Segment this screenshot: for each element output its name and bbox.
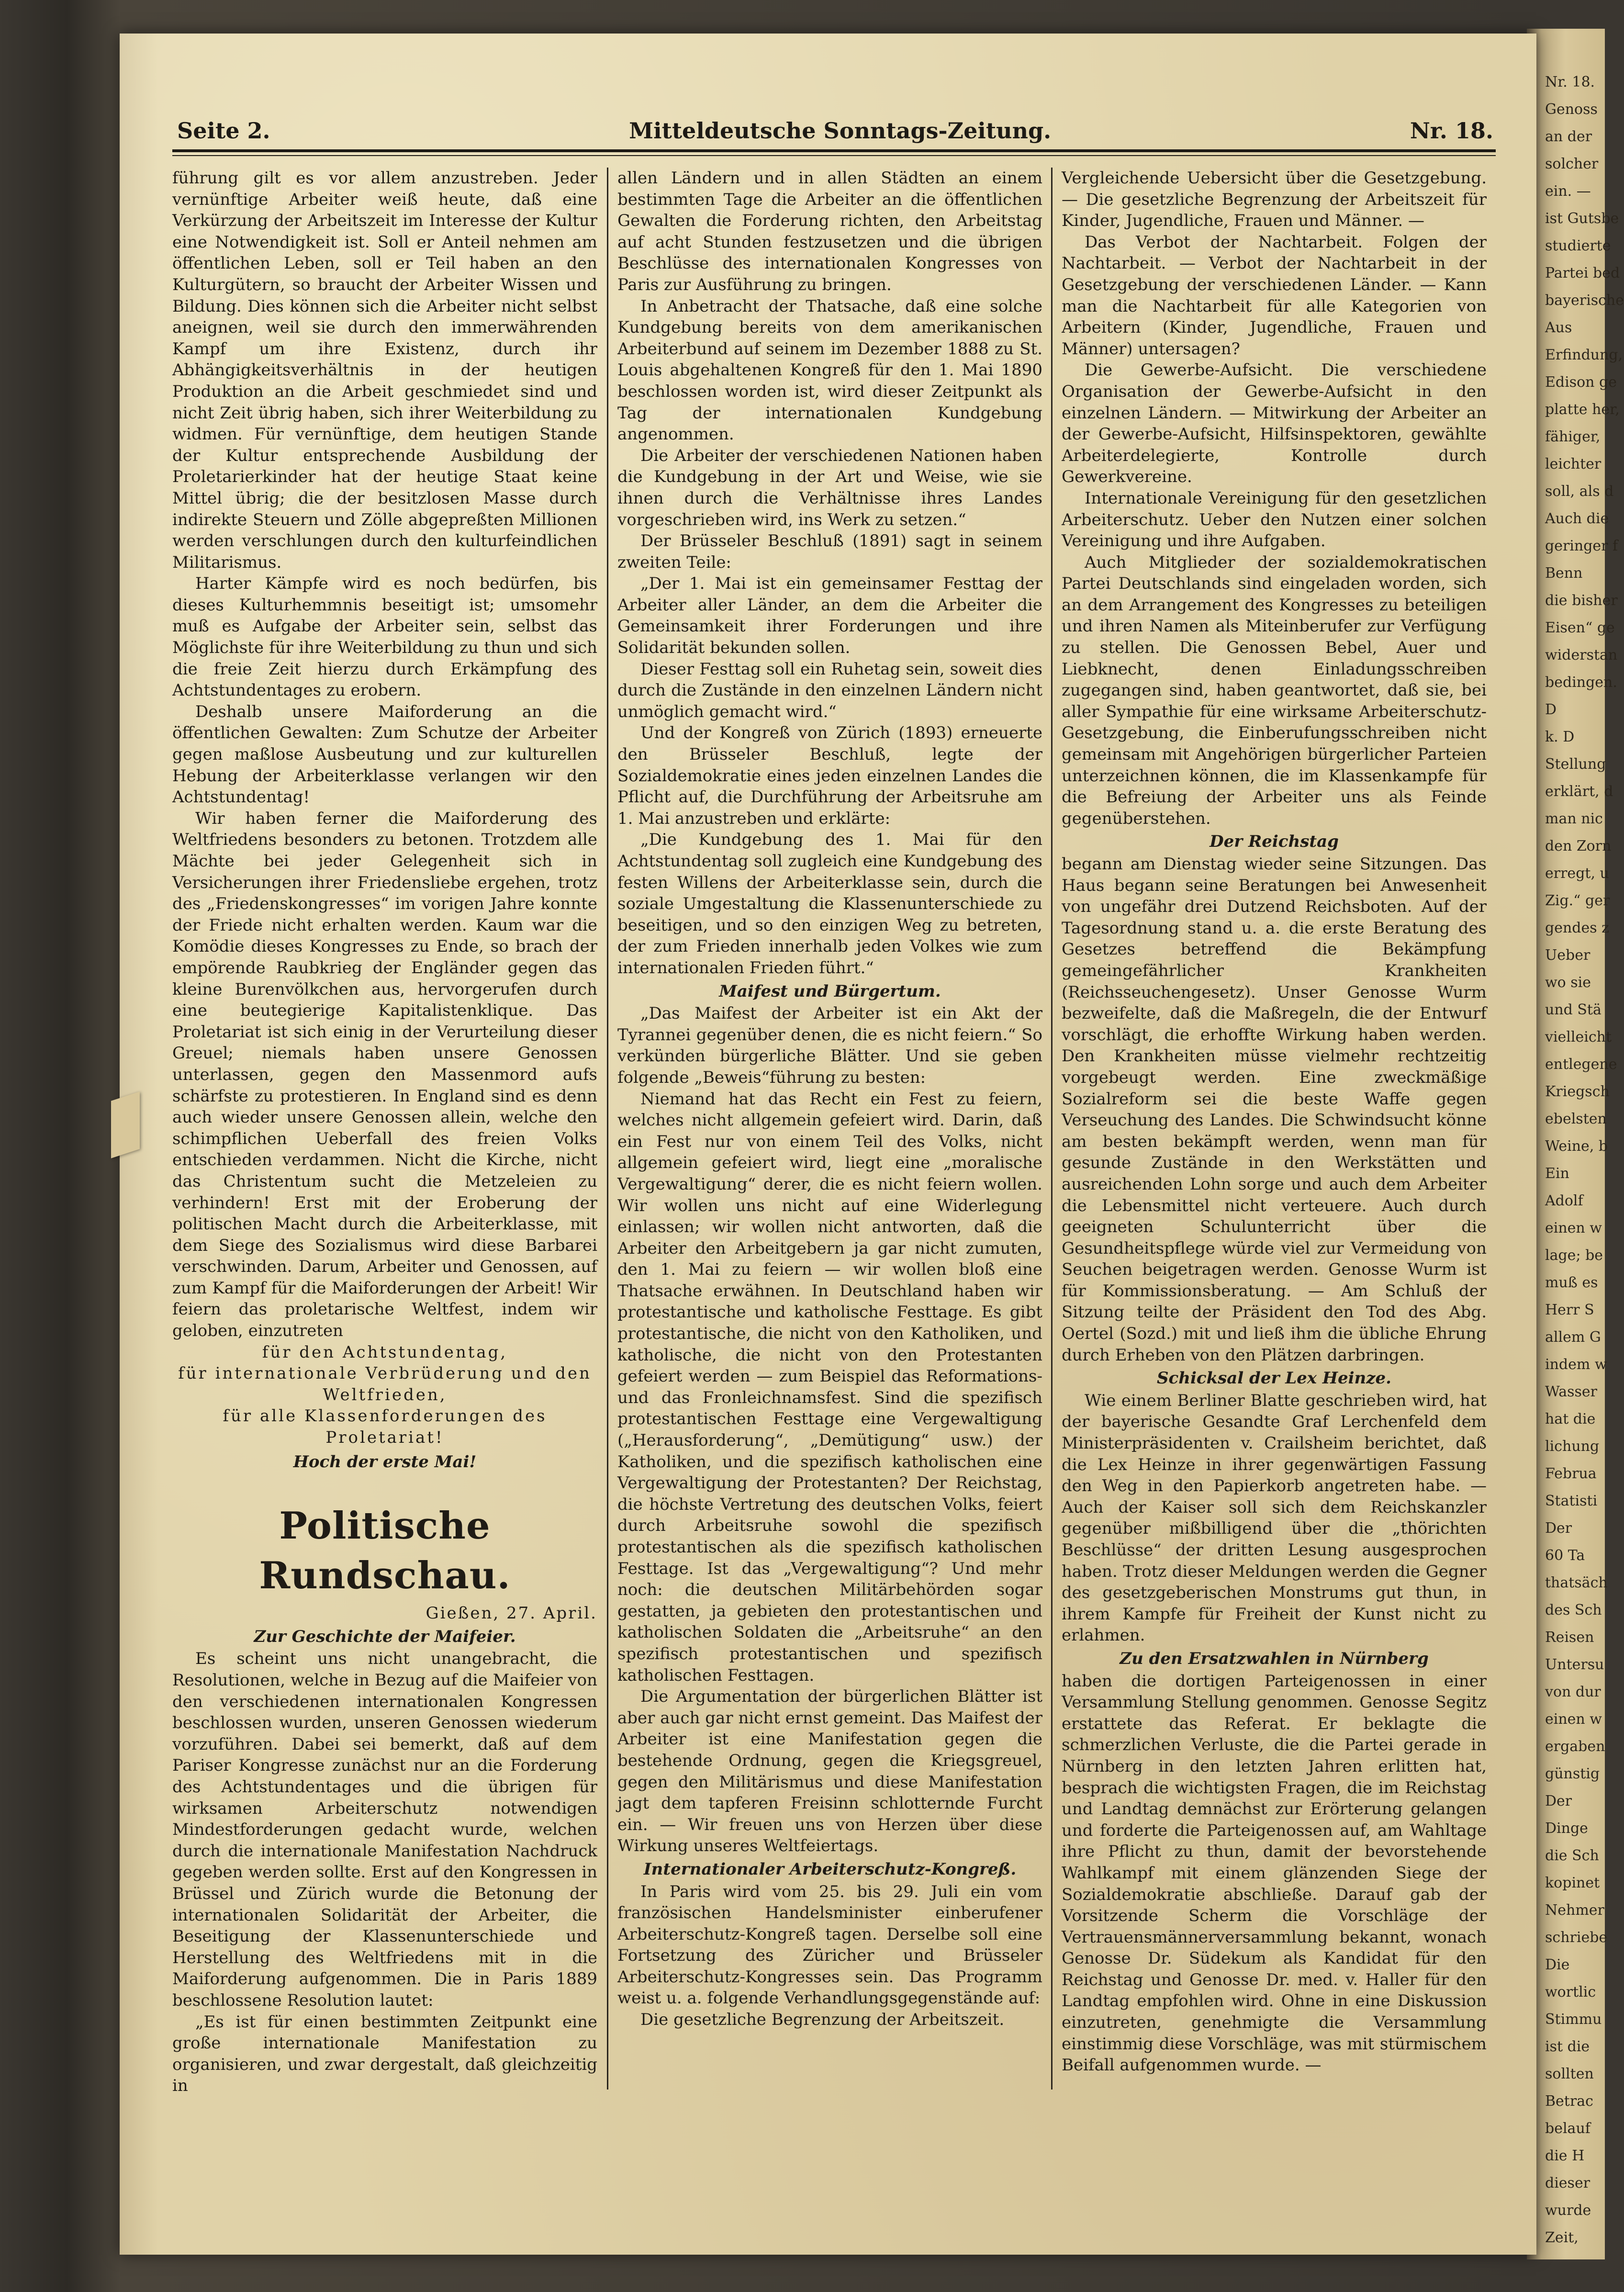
- adjacent-page-fragment: fähiger,: [1545, 428, 1601, 445]
- adjacent-page-fragment: soll, als d: [1545, 483, 1614, 500]
- adjacent-page-fragment: gendes z: [1545, 920, 1609, 936]
- adjacent-page-fragment: 60 Ta: [1545, 1547, 1585, 1564]
- section-title: Politische Rundschau.: [259, 1504, 511, 1598]
- torn-paper-tab: [111, 1091, 140, 1158]
- adjacent-page-fragment: Stellung: [1545, 756, 1606, 773]
- paragraph: Wir haben ferner die Maiforderung des Weltfriedens besonders zu betonen. Trotzdem alle Mächte bei jeder Gelegenheit sich in Versicherungen ihrer Friedensliebe ergehen, trotz des „Friedenskongresses“ im vorigen Jahre konnte der Friede nicht erhalten werden. Kaum war die Komödie dieses Kongresses zu Ende, so brach der empörende Raubkrieg der Engländer gegen das kleine Burenvölkchen aus, hervorgerufen durch eine beutegierige Kapitalistenklique. Das Proletariat ist sich einig in der Verurteilung dieser Greuel; niemals haben unsere Genossen unterlassen, gegen den Massenmord aufs schärfste zu protestieren. In England sind es denn auch wieder unsere Genossen allein, welche den schimpflichen Ueberfall des freien Volks entschieden verdammen. Nicht die Kirche, nicht das Christentum sucht die Metzeleien zu verhindern! Erst mit der Eroberung der politischen Macht durch die Arbeiterklasse, mit dem Siege des Sozialismus wird diese Barbarei verschwinden. Darum, Arbeiter und Genossen, auf zum Kampf für die Maiforderungen der Arbeit! Wir feiern das proletarische Weltfest, indem wir geloben, einzutreten: [172, 809, 597, 1341]
- adjacent-page-fragment: dieser: [1545, 2175, 1590, 2191]
- adjacent-page-fragment: hat die: [1545, 1411, 1596, 1427]
- adjacent-page-fragment: schriebe: [1545, 1929, 1608, 1946]
- adjacent-page-fragment: wurde: [1545, 2202, 1591, 2219]
- paragraph: Vergleichende Uebersicht über die Gesetzgebung. — Die gesetzliche Begrenzung der Arbeitszeit für Kinder, Jugendliche, Frauen und Männer. —: [1062, 169, 1487, 231]
- article-heading: Schicksal der Lex Heinze.: [1156, 1369, 1392, 1388]
- adjacent-page-fragment: Ueber: [1545, 947, 1590, 964]
- adjacent-page-fragment: lage; be: [1545, 1247, 1603, 1264]
- adjacent-page-fragment: Stimmu: [1545, 2011, 1602, 2028]
- adjacent-page-fragment: Ein: [1545, 1165, 1569, 1182]
- paragraph: Die Gewerbe-Aufsicht. Die verschiedene Organisation der Gewerbe-Aufsicht in den einzelnen Ländern. — Mitwirkung der Arbeiter an der Gewerbe-Aufsicht, Hilfsinspektoren, gewählte Arbeiterdelegierte, Kontrolle durch Gewerkvereine.: [1062, 360, 1487, 487]
- article-heading: Zur Geschichte der Maifeier.: [254, 1627, 516, 1646]
- adjacent-page-fragment: Kriegsch: [1545, 1083, 1610, 1100]
- adjacent-page-fragment: Erfindung,: [1545, 347, 1623, 363]
- paragraph: Internationale Vereinigung für den gesetzlichen Arbeiterschutz. Ueber den Nutzen einer solchen Vereinigung und ihre Aufgaben.: [1062, 488, 1487, 551]
- paragraph: „Das Maifest der Arbeiter ist ein Akt der Tyrannei gegenüber denen, die es nicht feiern.“ So verkünden bürgerliche Blätter. Und sie geben folgende „Beweis“führung zu besten:: [617, 1004, 1042, 1087]
- adjacent-page-edge: [1527, 29, 1624, 2259]
- dateline: Gießen, 27. April.: [426, 1604, 597, 1623]
- paragraph: In Paris wird vom 25. bis 29. Juli ein vom französischen Handelsminister einberufener Arbeiterschutz-Kongreß tagen. Derselbe soll eine Fortsetzung des Züricher und Brüsseler Arbeiterschutz-Kongresses sein. Das Programm weist u. a. folgende Verhandlungsgegenstände auf:: [617, 1882, 1042, 2008]
- adjacent-page-fragment: widerstan: [1545, 647, 1618, 663]
- paragraph: Die Argumentation der bürgerlichen Blätter ist aber auch gar nicht ernst gemeint. Das Maifest der Arbeiter ist eine Manifestation gegen die bestehende Ordnung, gegen die Kriegsgreuel, gegen den Militärismus und diese Manifestation jagt dem tapferen Freisinn schlotternde Furcht ein. — Wir freuen uns von Herzen über diese Wirkung unseres Weltfeiertags.: [617, 1687, 1042, 1856]
- demand-item: für internationale Verbrüderung und den Weltfrieden,: [178, 1364, 592, 1404]
- adjacent-page-fragment: erklärt, d: [1545, 783, 1613, 800]
- adjacent-page-fragment: die bisher: [1545, 592, 1618, 609]
- adjacent-page-fragment: Untersu: [1545, 1656, 1604, 1673]
- article-heading: Der Reichstag: [1210, 832, 1339, 852]
- paragraph: Der Brüsseler Beschluß (1891) sagt in seinem zweiten Teile:: [617, 531, 1042, 572]
- adjacent-page-fragment: man nic: [1545, 810, 1603, 827]
- adjacent-page-fragment: Der: [1545, 1793, 1572, 1809]
- column-1: [172, 168, 597, 2096]
- adjacent-page-fragment: leichter: [1545, 456, 1602, 472]
- newspaper-title: Mitteldeutsche Sonntags-Zeitung.: [629, 118, 1052, 144]
- adjacent-page-fragment: geringer f: [1545, 538, 1618, 554]
- adjacent-page-fragment: Eisen“ ge: [1545, 619, 1615, 636]
- paragraph: Auch Mitglieder der sozialdemokratischen Partei Deutschlands sind eingeladen worden, sich an dem Arrangement des Kongresses zu beteiligen und ihren Namen als Miteinberufer zur Verfügung zu stellen. Die Genossen Bebel, Auer und Liebknecht, denen Einladungsschreiben zugegangen sind, haben geantwortet, daß sie, bei aller Sympathie für eine wirksame Arbeiterschutz-Gesetzgebung, die Einberufungsschreiben nicht gemeinsam mit Angehörigen bürgerlicher Parteien unterzeichnen können, die im Klassenkampfe für die Befreiung der Arbeiter uns als Feinde gegenüberstehen.: [1062, 552, 1487, 828]
- column-divider: [1051, 168, 1053, 2090]
- adjacent-page-fragment: Die: [1545, 1956, 1570, 1973]
- adjacent-page-fragment: Nehmer: [1545, 1902, 1604, 1919]
- adjacent-page-fragment: Edison ge: [1545, 374, 1617, 391]
- adjacent-page-fragment: studierte: [1545, 237, 1611, 254]
- paragraph: Die gesetzliche Begrenzung der Arbeitszeit.: [640, 2010, 1005, 2030]
- adjacent-page-fragment: Dinge: [1545, 1820, 1588, 1837]
- paragraph: Wie einem Berliner Blatte geschrieben wird, hat der bayerische Gesandte Graf Lerchenfeld dem Ministerpräsidenten v. Crailsheim berichtet, daß die Lex Heinze in ihrer gegenwärtigen Fassung den Weg in den Papierkorb angetreten habe. — Auch der Kaiser soll sich dem Reichskanzler gegenüber mißbilligend über die „thörichten Beschlüsse“ der dritten Lesung ausgesprochen haben. Trotz dieser Meldungen werden die Gegner des gesetzgeberischen Monstrums gut thun, in ihrem Kampfe für Freiheit der Kunst nicht zu erlahmen.: [1062, 1391, 1487, 1645]
- adjacent-page-fragment: D: [1545, 701, 1557, 718]
- adjacent-page-fragment: ist die: [1545, 2038, 1590, 2055]
- adjacent-page-fragment: entlegene: [1545, 1056, 1617, 1073]
- paragraph: Und der Kongreß von Zürich (1893) erneuerte den Brüsseler Beschluß, legte der Sozialdemokratie eines jeden einzelnen Landes die Pflicht auf, die Durchführung der Arbeitsruhe am 1. Mai anzustreben und erklärte:: [617, 723, 1042, 828]
- demand-item: für alle Klassenforderungen des Proletariat!: [223, 1406, 547, 1448]
- paragraph: Deshalb unsere Maiforderung an die öffentlichen Gewalten: Zum Schutze der Arbeiter gegen maßlose Ausbeutung und zur kulturellen Hebung der Arbeiterklasse verlangen wir den Achtstundentag!: [172, 702, 597, 807]
- page-label: Seite 2.: [177, 118, 270, 144]
- adjacent-page-fragment: Wasser: [1545, 1383, 1597, 1400]
- paragraph: Niemand hat das Recht ein Fest zu feiern, welches nicht allgemein gefeiert wird. Darin, daß ein Fest nur von einem Teil des Volks, nicht allgemein gefeiert wird, liegt eine „moralische Vergewaltigung“ derer, die es nicht feiern wollen. Wir wollen uns nicht auf eine Widerlegung einlassen; wir wollen nicht antworten, daß die Arbeiter den Arbeitgebern ja gar nicht zumuten, den 1. Mai zu feiern — wir wollen bloß eine Thatsache erwähnen. In Deutschland haben wir protestantische und katholische Festtage. Es gibt protestantische, die nicht von den Katholiken, und katholische, die nicht von den Protestanten gefeiert werden — zum Beispiel das Reformations- und das Fronleichnamsfest. Sind die spezifisch protestantischen Festtage eine Vergewaltigung („Herausforderung“, „Demütigung“ usw.) der Katholiken, und die spezifisch katholischen eine Vergewaltigung der Protestanten? Der Reichstag, die höchste Vertretung des deutschen Volks, feiert durch Arbeitsruhe sowohl die spezifisch protestantischen als die spezifisch katholischen Festtage. Ist das „Vergewaltigung“? Und mehr noch: die deutschen Militärbehörden sogar gestatten, ja gebieten den protestantischen und katholischen Soldaten die „Arbeitsruhe“ an den spezifisch protestantischen und spezifisch katholischen Festtagen.: [617, 1089, 1042, 1685]
- adjacent-page-fragment: Weine, b: [1545, 1138, 1608, 1155]
- adjacent-page-fragment: Herr S: [1545, 1302, 1594, 1318]
- adjacent-page-fragment: k. D: [1545, 729, 1575, 745]
- adjacent-page-fragment: einen w: [1545, 1711, 1602, 1728]
- paragraph: „Es ist für einen bestimmten Zeitpunkt eine große internationale Manifestation zu organisieren, und zwar dergestalt, daß gleichzeitig in: [172, 2012, 597, 2096]
- masthead: [177, 110, 1493, 144]
- adjacent-page-fragment: Partei bed: [1545, 265, 1620, 281]
- column-divider: [607, 168, 608, 2090]
- adjacent-page-fragment: Zeit,: [1545, 2229, 1579, 2246]
- paragraph: „Der 1. Mai ist ein gemeinsamer Festtag der Arbeiter aller Länder, an dem die Arbeiter die Gemeinsamkeit ihrer Forderungen und ihre Solidarität bekunden sollen.: [617, 574, 1042, 658]
- adjacent-page-fragment: solcher: [1545, 156, 1599, 172]
- adjacent-page-fragment: Genoss: [1545, 101, 1598, 118]
- adjacent-page-fragment: Statisti: [1545, 1493, 1598, 1509]
- paragraph: haben die dortigen Parteigenossen in einer Versammlung Stellung genommen. Genosse Segitz erstattete das Referat. Er beklagte die schmerzlichen Verluste, die die Partei gerade in Nürnberg in den letzten Jahren erlitten hat, besprach die wichtigsten Fragen, die im Reichstag und Landtag demnächst zur Erörterung gelangen und forderte die Parteigenossen auf, am Wahltage ihre Pflicht zu thun, damit der bevorstehende Wahlkampf mit einem glänzenden Siege der Sozialdemokratie abschließe. Darauf gab der Vorsitzende Scherm die Vorschläge der Vertrauensmännerversammlung bekannt, wonach Genosse Dr. Südekum als Kandidat für den Reichstag und Genosse Dr. med. v. Haller für den Landtag empfohlen wird. Ohne in eine Diskussion einzutreten, genehmigte die Versammlung einstimmig diese Vorschläge, was mit stürmischem Beifall aufgenommen wurde. —: [1062, 1671, 1487, 2075]
- adjacent-page-fragment: platte her,: [1545, 401, 1620, 418]
- adjacent-page-fragment: an der: [1545, 128, 1592, 145]
- adjacent-page-fragment: indem w: [1545, 1356, 1607, 1373]
- adjacent-page-fragment: einen w: [1545, 1220, 1602, 1236]
- demand-item: für den Achtstundentag,: [262, 1342, 508, 1362]
- adjacent-page-fragment: muß es: [1545, 1274, 1598, 1291]
- adjacent-page-fragment: Der: [1545, 1520, 1572, 1537]
- demands-list: [172, 1342, 597, 1449]
- adjacent-page-fragment: sollten: [1545, 2066, 1594, 2082]
- adjacent-page-fragment: Adolf: [1545, 1192, 1583, 1209]
- adjacent-page-fragment: Auch die: [1545, 510, 1609, 527]
- adjacent-page-fragment: lichung: [1545, 1438, 1600, 1455]
- adjacent-page-fragment: bayerische: [1545, 292, 1624, 309]
- adjacent-page-fragment: ein. —: [1545, 183, 1591, 200]
- issue-number: Nr. 18.: [1410, 118, 1493, 144]
- paragraph: Dieser Festtag soll ein Ruhetag sein, soweit dies durch die Zustände in den einzelnen Ländern nicht unmöglich gemacht wird.“: [617, 659, 1042, 721]
- adjacent-page-fragment: Benn: [1545, 565, 1583, 582]
- adjacent-page-fragment: von dur: [1545, 1684, 1601, 1700]
- adjacent-page-fragment: thatsäch: [1545, 1574, 1608, 1591]
- adjacent-page-fragment: Betrac: [1545, 2093, 1593, 2110]
- column-2: [617, 168, 1042, 2087]
- adjacent-page-fragment: Februa: [1545, 1465, 1597, 1482]
- adjacent-page-fragment: vielleicht: [1545, 1029, 1612, 1045]
- paragraph: allen Ländern und in allen Städten an einem bestimmten Tage die Arbeiter an die öffentlichen Gewalten die Forderung richten, den Arbeitstag auf acht Stunden festzusetzen und die übrigen Beschlüsse des internationalen Kongresses von Paris zur Ausführung zu bringen.: [617, 169, 1042, 294]
- adjacent-page-fragment: die H: [1545, 2147, 1585, 2164]
- paragraph: In Anbetracht der Thatsache, daß eine solche Kundgebung bereits von dem amerikanischen Arbeiterbund auf seinem im Dezember 1888 zu St. Louis abgehaltenen Kongreß für den 1. Mai 1890 beschlossen worden ist, wird dieser Zeitpunkt als Tag der internationalen Kundgebung angenommen.: [617, 296, 1042, 444]
- newspaper-page: [120, 34, 1536, 2255]
- adjacent-page-fragment: ebelsten: [1545, 1111, 1607, 1127]
- adjacent-page-fragment: die Sch: [1545, 1847, 1599, 1864]
- article-heading: Maifest und Bürgertum.: [719, 981, 941, 1001]
- adjacent-page-fragment: Aus: [1545, 319, 1572, 336]
- paragraph: Es scheint uns nicht unangebracht, die Resolutionen, welche in Bezug auf die Maifeier von den verschiedenen internationalen Kongressen beschlossen wurden, unseren Genossen wiederum vorzuführen. Dabei sei bemerkt, daß auf dem Pariser Kongresse zunächst nur an die Forderung des Achtstundentages und die übrigen für wirksamen Arbeiterschutz notwendigen Mindestforderungen gedacht wurde, welchen durch die internationale Manifestation Nachdruck gegeben werden sollte. Erst auf den Kongressen in Brüssel und Zürich wurde die Betonung der internationalen Solidarität der Arbeiter, die Beseitigung der Klassenunterschiede und Herstellung des Weltfriedens mit in die Maiforderung aufgenommen. Die in Paris 1889 beschlossene Resolution lautet:: [172, 1649, 597, 2010]
- paragraph: begann am Dienstag wieder seine Sitzungen. Das Haus begann seine Beratungen bei Anwesenheit von ungefähr drei Dutzend Reichsboten. Auf der Tagesordnung stand u. a. die erste Beratung des Gesetzes betreffend die Bekämpfung gemeingefährlicher Krankheiten (Reichsseuchengesetz). Unser Genosse Wurm bezweifelte, daß die Maßregeln, die der Entwurf vorschlägt, die erhoffte Wirkung haben werden. Den Krankheiten müsse vielmehr rechtzeitig vorgebeugt werden. Eine zweckmäßige Sozialreform sei die beste Waffe gegen Verseuchung des Landes. Die Schwindsucht könne am besten bekämpft werden, wenn man für gesunde Zustände in den Werkstätten und ausreichenden Lohn sorge und auch dem Arbeiter die Lebensmittel nicht verteuere. Auch durch geeigneten Schulunterricht über die Gesundheitspflege würde viel zur Vermeidung von Seuchen beigetragen werden. Genosse Wurm ist für Kommissionsberatung. — Am Schluß der Sitzung teilte der Präsident den Tod des Abg. Oertel (Sozd.) mit und ließ ihm die übliche Ehrung durch Erheben von den Plätzen darbringen.: [1062, 854, 1487, 1365]
- adjacent-page-fragment: ergaben: [1545, 1738, 1605, 1755]
- article-heading: Internationaler Arbeiterschutz-Kongreß.: [643, 1859, 1017, 1879]
- adjacent-page-fragment: bedingen.: [1545, 674, 1617, 691]
- adjacent-page-fragment: erregt, u: [1545, 865, 1609, 882]
- paragraph: „Die Kundgebung des 1. Mai für den Achtstundentag soll zugleich eine Kundgebung des festen Willens der Arbeiterklasse sein, durch die soziale Umgestaltung die Klassenunterschiede zu beseitigen, und so den einzigen Weg zu betreten, der zum Frieden innerhalb jeden Volkes wie zum internationalen Frieden führt.“: [617, 830, 1042, 977]
- adjacent-page-fragment: allem G: [1545, 1329, 1601, 1346]
- adjacent-page-fragment: günstig: [1545, 1765, 1600, 1782]
- masthead-rule-thick: [172, 149, 1496, 152]
- adjacent-page-fragment: belauf: [1545, 2120, 1590, 2137]
- masthead-rule-thin: [172, 155, 1496, 156]
- paragraph: Die Arbeiter der verschiedenen Nationen haben die Kundgebung in der Art und Weise, wie sie ihnen durch die Verhältnisse ihres Landes vorgeschrieben wird, ins Werk zu setzen.“: [617, 446, 1042, 529]
- column-3: [1062, 168, 1487, 2087]
- article-heading: Zu den Ersatzwahlen in Nürnberg: [1120, 1649, 1429, 1668]
- adjacent-page-fragment: Reisen: [1545, 1629, 1594, 1646]
- adjacent-page-fragment: kopinet: [1545, 1875, 1600, 1891]
- adjacent-page-fragment: Nr. 18.: [1545, 74, 1595, 90]
- adjacent-page-fragment: den Zorn: [1545, 838, 1612, 854]
- paragraph: führung gilt es vor allem anzustreben. Jeder vernünftige Arbeiter weiß heute, daß eine Verkürzung der Arbeitszeit im Interesse der Kultur eine Notwendigkeit ist. Soll er Anteil nehmen am öffentlichen Leben, soll er Teil haben an den Kulturgütern, so braucht der Arbeiter Wissen und Bildung. Dies können sich die Arbeiter nicht selbst aneignen, weil sie durch den immerwährenden Kampf um ihre Existenz, durch ihr Abhängigkeitsverhältnis in der heutigen Produktion an die Arbeit geschmiedet sind und nicht Zeit übrig haben, sich ihrer Weiterbildung zu widmen. Für vernünftige, dem heutigen Stande der Kultur entsprechende Ausbildung der Proletarierkinder hat der heutige Staat keine Mittel übrig; die der besitzlosen Masse durch indirekte Steuern und Zölle abgepreßten Millionen werden verschlungen durch den kulturfeindlichen Militarismus.: [172, 169, 597, 572]
- adjacent-page-fragment: und Stä: [1545, 1001, 1602, 1018]
- adjacent-page-fragment: Zig.“ ger: [1545, 892, 1610, 909]
- adjacent-page-fragment: des Sch: [1545, 1602, 1602, 1618]
- adjacent-page-fragment: wortlic: [1545, 1984, 1596, 2000]
- paragraph: Harter Kämpfe wird es noch bedürfen, bis dieses Kulturhemmnis beseitigt ist; umsomehr muß es Aufgabe der Arbeiter sein, selbst das Möglichste für ihre Weiterbildung zu thun und sich die freie Zeit hierzu durch Erkämpfung des Achtstundentages zu erobern.: [172, 574, 597, 700]
- adjacent-page-fragment: wo sie: [1545, 974, 1591, 991]
- adjacent-page-fragment: ist Gutsbe: [1545, 210, 1619, 227]
- paragraph: Das Verbot der Nachtarbeit. Folgen der Nachtarbeit. — Verbot der Nachtarbeit in der Gesetzgebung der verschiedenen Länder. — Kann man die Nachtarbeit für alle Kategorien von Arbeitern (Kinder, Jugendliche, Frauen und Männer) untersagen?: [1062, 232, 1487, 359]
- cheer-line: Hoch der erste Mai!: [293, 1452, 477, 1472]
